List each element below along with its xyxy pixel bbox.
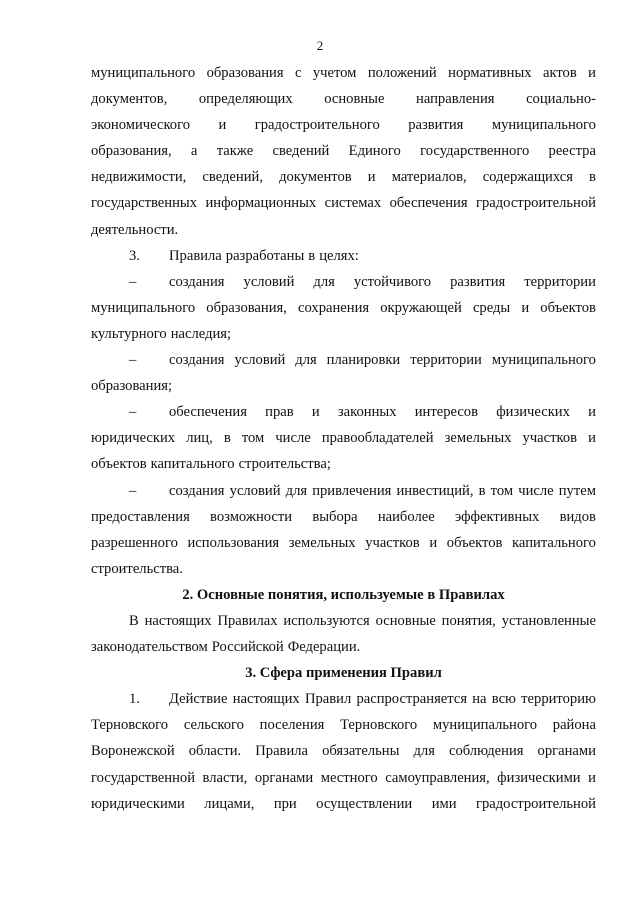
list-item-line <box>91 269 596 295</box>
word: области. <box>188 743 242 760</box>
word: государственных <box>91 195 198 212</box>
word: привлечения <box>312 482 392 499</box>
word: капитального <box>512 534 596 551</box>
text-line <box>91 164 596 190</box>
word: для <box>285 482 308 499</box>
word: при <box>273 795 297 812</box>
word: в <box>589 169 596 186</box>
word: материалов, <box>391 169 467 186</box>
text-line <box>91 321 596 347</box>
word: документов <box>279 169 352 186</box>
word: предоставления <box>91 508 190 525</box>
word: В <box>129 612 139 629</box>
word: используются <box>283 612 370 629</box>
word: градостроительной <box>475 795 596 812</box>
text-line <box>91 60 596 86</box>
word: положений <box>367 65 437 81</box>
text-line <box>91 373 596 399</box>
word: использования <box>187 534 280 551</box>
word: основные <box>375 612 436 629</box>
word: территории <box>524 273 596 290</box>
word: муниципального <box>491 352 596 369</box>
word: органами <box>537 743 596 760</box>
word: числе <box>275 430 311 447</box>
word: Терновского <box>340 717 418 734</box>
word: Воронежской <box>91 743 175 760</box>
word: обеспечения <box>169 404 247 421</box>
list-item-line <box>91 243 596 269</box>
word: интересов <box>414 404 478 421</box>
word: распространяется <box>356 691 468 708</box>
word: недвижимости, <box>91 169 187 186</box>
word: образования, <box>206 299 287 316</box>
word: образования, <box>91 143 172 160</box>
word: всю <box>491 691 516 708</box>
word: и <box>521 299 530 316</box>
text-line <box>91 608 596 634</box>
word: поселения <box>259 717 325 734</box>
word: и <box>429 534 438 551</box>
word: видов <box>559 508 596 525</box>
text-line <box>91 86 596 112</box>
section-heading: 3. Сфера применения Правил <box>245 665 442 682</box>
word: участков <box>522 430 578 447</box>
word: для <box>313 273 335 290</box>
word: градостроительной <box>475 195 596 212</box>
word: возможности <box>210 508 293 525</box>
word: условий <box>243 273 295 290</box>
word: сведений <box>272 143 330 160</box>
text-line <box>91 712 596 738</box>
word: разработаны <box>225 247 305 264</box>
word: Правила <box>255 743 309 760</box>
text-line <box>91 556 596 582</box>
word: государственного <box>420 143 530 160</box>
word: обязательны <box>322 743 400 760</box>
word: обеспечения <box>389 195 468 212</box>
word: документов, <box>91 91 168 108</box>
word: строительства; <box>238 456 331 473</box>
list-item-text <box>169 347 596 373</box>
word: числе <box>518 482 554 499</box>
document-body <box>91 60 596 817</box>
word: сельского <box>183 717 244 734</box>
text-line <box>91 504 596 530</box>
word: также <box>216 143 254 160</box>
page-number: 2 <box>316 38 324 53</box>
word: развития <box>450 273 506 290</box>
word: актов <box>542 65 577 81</box>
word: осуществлении <box>316 795 413 812</box>
word: эффективных <box>454 508 540 525</box>
list-item-text <box>169 686 596 712</box>
word: муниципального <box>91 299 196 316</box>
word: планировки <box>326 352 401 369</box>
text-line <box>91 425 596 451</box>
word: культурного <box>91 325 167 342</box>
word: Действие <box>169 691 228 708</box>
word: в <box>308 247 316 264</box>
list-item-text <box>169 478 596 504</box>
word: окружающей <box>380 299 462 316</box>
text-line <box>91 112 596 138</box>
word: земельных <box>288 534 356 551</box>
word: образования <box>206 65 284 81</box>
word: лицами, <box>204 795 255 812</box>
word: самоуправления, <box>385 769 490 786</box>
text-line <box>91 138 596 164</box>
word: установленные <box>501 612 596 629</box>
word: власти, <box>202 769 248 786</box>
word: Терновского <box>91 717 169 734</box>
word: и <box>588 430 596 447</box>
word: выбора <box>312 508 358 525</box>
word: настоящих <box>232 691 300 708</box>
word: лиц, <box>186 430 213 447</box>
list-marker: 3. <box>129 247 140 264</box>
word: настоящих <box>144 612 212 629</box>
word: юридических <box>91 430 176 447</box>
word: территории <box>410 352 482 369</box>
text-line <box>91 738 596 764</box>
word: муниципального <box>91 65 196 81</box>
word: объектов <box>446 534 503 551</box>
word: ими <box>431 795 457 812</box>
list-item-text <box>169 269 596 295</box>
word: градостроительного <box>254 117 380 134</box>
word: соблюдения <box>448 743 524 760</box>
word: системах <box>324 195 382 212</box>
word: капитального <box>150 456 235 473</box>
word: разрешенного <box>91 534 178 551</box>
list-item-line <box>91 347 596 373</box>
word: органами <box>254 769 314 786</box>
word: для <box>295 352 317 369</box>
word: и <box>311 404 320 421</box>
word: направления <box>416 91 495 108</box>
word: экономического <box>91 117 191 134</box>
word: учетом <box>312 65 357 81</box>
list-marker: – <box>129 482 137 499</box>
word: Российской <box>211 639 284 656</box>
word: физическими <box>497 769 581 786</box>
word: и <box>588 769 596 786</box>
word: участков <box>365 534 420 551</box>
word: муниципального <box>491 117 596 134</box>
word: Единого <box>348 143 401 160</box>
word: на <box>472 691 487 708</box>
word: юридическими <box>91 795 185 812</box>
word: прав <box>265 404 294 421</box>
word: и <box>218 117 227 134</box>
word: содержащихся <box>482 169 573 186</box>
list-marker: – <box>129 404 137 421</box>
list-item-line <box>91 686 596 712</box>
word: муниципального <box>432 717 538 734</box>
word: создания <box>169 352 225 369</box>
word: том <box>241 430 265 447</box>
word: наследия; <box>170 325 232 342</box>
word: сведений, <box>202 169 263 186</box>
word: условий <box>229 482 281 499</box>
word: физических <box>496 404 570 421</box>
text-line <box>91 530 596 556</box>
word: объектов <box>540 299 596 316</box>
word: района <box>552 717 596 734</box>
text-line <box>91 791 596 817</box>
word: понятия, <box>441 612 496 629</box>
text-line <box>91 765 596 791</box>
word: а <box>190 143 198 160</box>
text-line <box>91 634 596 660</box>
word: наиболее <box>377 508 435 525</box>
word: земельных <box>444 430 512 447</box>
word: для <box>413 743 435 760</box>
word: информационных <box>205 195 317 212</box>
list-item-line <box>91 399 596 425</box>
word: том <box>490 482 514 499</box>
word: инвестиций, <box>396 482 474 499</box>
word: сохранения <box>298 299 370 316</box>
word: с <box>294 65 302 81</box>
word: устойчивого <box>353 273 432 290</box>
word: целях: <box>319 247 359 264</box>
text-line <box>91 295 596 321</box>
list-item-text <box>169 243 596 269</box>
section-heading: 2. Основные понятия, используемые в Правилах <box>182 586 505 603</box>
text-line <box>91 451 596 477</box>
word: среды <box>472 299 511 316</box>
word: образования; <box>91 378 173 395</box>
text-line <box>91 190 596 216</box>
word: путем <box>558 482 596 499</box>
list-item-line <box>91 478 596 504</box>
word: в <box>223 430 231 447</box>
word: деятельности. <box>91 221 179 238</box>
list-marker: 1. <box>129 691 140 708</box>
word: Федерации. <box>287 639 361 656</box>
list-marker: – <box>129 273 137 290</box>
word: условий <box>234 352 286 369</box>
list-item-text <box>169 399 596 425</box>
word: в <box>478 482 486 499</box>
word: Правил <box>304 691 352 708</box>
word: создания <box>169 273 225 290</box>
text-line <box>91 217 596 243</box>
word: реестра <box>548 143 596 160</box>
word: и <box>588 65 596 81</box>
word: правообладателей <box>321 430 434 447</box>
list-marker: – <box>129 352 137 369</box>
word: законных <box>337 404 397 421</box>
word: Правилах <box>217 612 278 629</box>
word: территорию <box>521 691 596 708</box>
word: местного <box>320 769 378 786</box>
word: Правила <box>169 247 222 264</box>
word: развития <box>408 117 464 134</box>
word: строительства. <box>91 560 183 577</box>
word: и <box>367 169 376 186</box>
word: законодательством <box>91 639 208 656</box>
word: государственной <box>91 769 196 786</box>
word: создания <box>169 482 225 499</box>
word: нормативных <box>448 65 532 81</box>
word: и <box>588 404 596 421</box>
word: социально- <box>526 91 596 108</box>
word: определяющих <box>198 91 293 108</box>
word: объектов <box>91 456 147 473</box>
word: основные <box>324 91 385 108</box>
